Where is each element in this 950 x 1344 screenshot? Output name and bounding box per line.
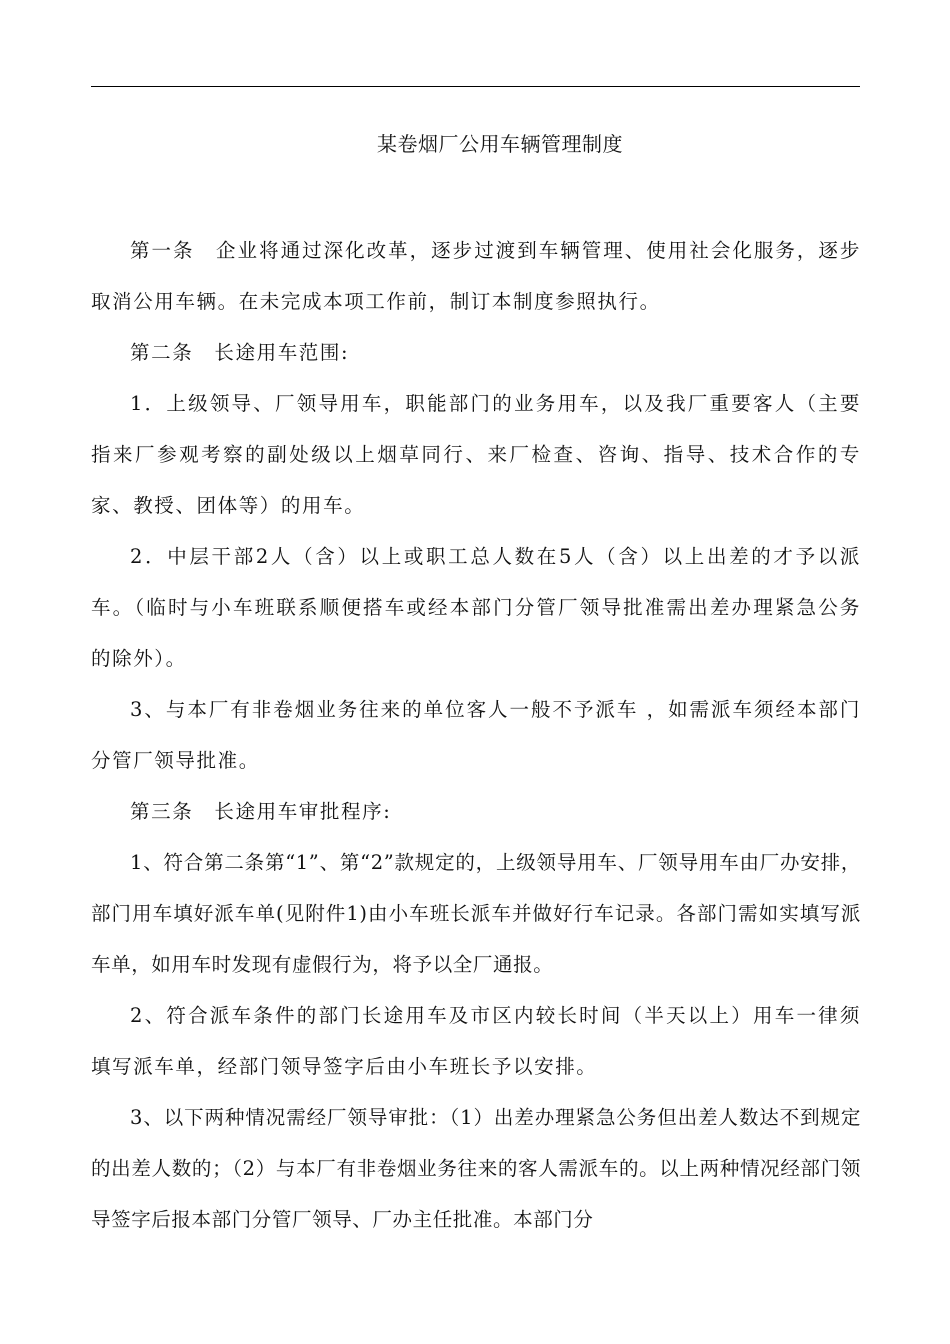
header-rule [91, 86, 860, 87]
paragraph-article-3-item-1: 1、符合第二条第“1”、第“2”款规定的，上级领导用车、厂领导用车由厂办安排，部门用车填好派车单(见附件1)由小车班长派车并做好行车记录。各部门需如实填写派车单，如用车时发现有虚假行为，将予以全厂通报。 [91, 851, 861, 976]
document-body [91, 225, 861, 1245]
paragraph-article-3-heading: 第三条 长途用车审批程序: [130, 800, 392, 823]
document-title: 某卷烟厂公用车辆管理制度 [377, 132, 623, 156]
paragraph-article-2-item-1: 1．上级领导、厂领导用车，职能部门的业务用车，以及我厂重要客人（主要指来厂参观考察的副处级以上烟草同行、来厂检查、咨询、指导、技术合作的专家、教授、团体等）的用车。 [91, 392, 861, 517]
paragraph-article-1: 第一条 企业将通过深化改革，逐步过渡到车辆管理、使用社会化服务，逐步取消公用车辆。在未完成本项工作前，制订本制度参照执行。 [91, 239, 861, 313]
paragraph-article-2-item-3: 3、与本厂有非卷烟业务往来的单位客人一般不予派车 ，如需派车须经本部门分管厂领导批准。 [91, 698, 861, 772]
paragraph-article-3-item-3: 3、以下两种情况需经厂领导审批：（1）出差办理紧急公务但出差人数达不到规定的出差人数的；（2）与本厂有非卷烟业务往来的客人需派车的。以上两种情况经部门领导签字后报本部门分管厂领导、厂办主任批准。本部门分 [91, 1106, 861, 1231]
paragraph-article-2-item-2: 2．中层干部2人（含）以上或职工总人数在5人（含）以上出差的才予以派车。（临时与小车班联系顺便搭车或经本部门分管厂领导批准需出差办理紧急公务的除外）。 [91, 545, 861, 670]
paragraph-article-2-heading: 第二条 长途用车范围: [130, 341, 350, 364]
paragraph-article-3-item-2: 2、符合派车条件的部门长途用车及市区内较长时间（半天以上）用车一律须填写派车单，经部门领导签字后由小车班长予以安排。 [91, 1004, 861, 1078]
